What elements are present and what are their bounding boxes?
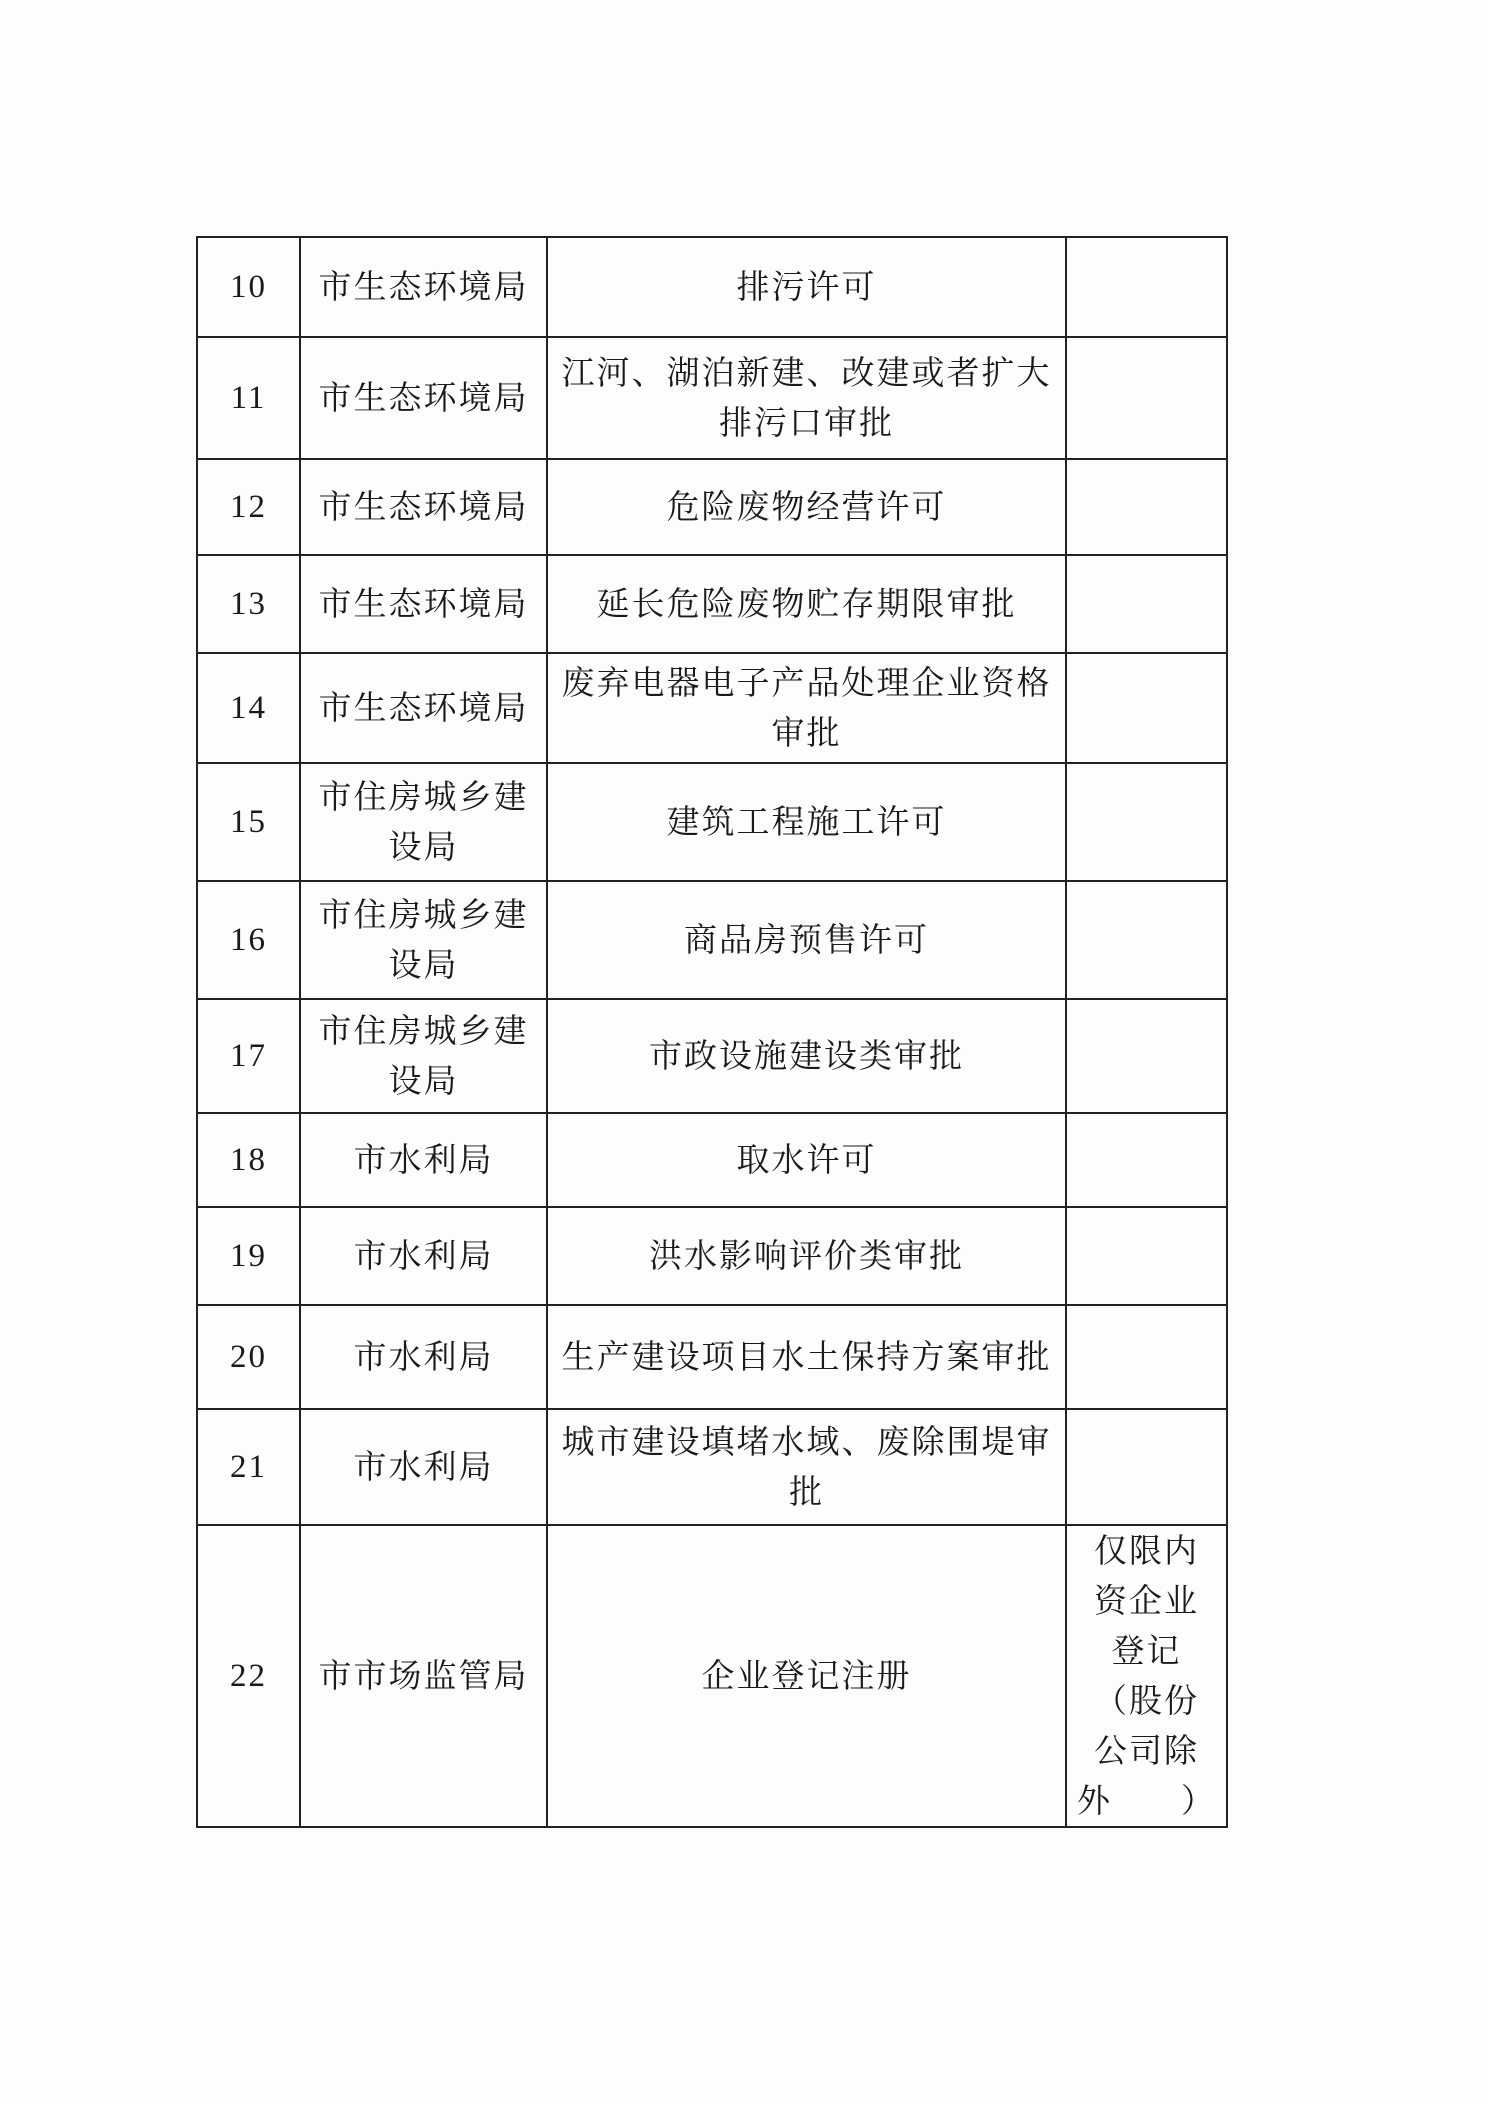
approval-item: 江河、湖泊新建、改建或者扩大排污口审批: [547, 337, 1066, 459]
remark: [1066, 999, 1227, 1113]
row-number: 17: [197, 999, 300, 1113]
table-row: [197, 1113, 1227, 1207]
table-row: [197, 1305, 1227, 1409]
department: 市水利局: [300, 1305, 547, 1409]
approval-item: 市政设施建设类审批: [547, 999, 1066, 1113]
department: 市水利局: [300, 1409, 547, 1525]
table-row: [197, 237, 1227, 337]
remark: 仅限内资企业登记（股份公司除外）: [1066, 1525, 1227, 1827]
approval-item: 企业登记注册: [547, 1525, 1066, 1827]
remark: [1066, 763, 1227, 881]
remark: [1066, 1305, 1227, 1409]
remark: [1066, 653, 1227, 763]
approval-item: 洪水影响评价类审批: [547, 1207, 1066, 1305]
department: 市生态环境局: [300, 237, 547, 337]
department: 市生态环境局: [300, 555, 547, 653]
row-number: 19: [197, 1207, 300, 1305]
remark: [1066, 1113, 1227, 1207]
approval-item: 取水许可: [547, 1113, 1066, 1207]
approval-item: 危险废物经营许可: [547, 459, 1066, 555]
approval-item: 城市建设填堵水域、废除围堤审批: [547, 1409, 1066, 1525]
row-number: 16: [197, 881, 300, 999]
table-row: [197, 653, 1227, 763]
remark: [1066, 1207, 1227, 1305]
department: 市生态环境局: [300, 337, 547, 459]
remark: [1066, 1409, 1227, 1525]
table-row: [197, 1207, 1227, 1305]
department: 市生态环境局: [300, 459, 547, 555]
row-number: 20: [197, 1305, 300, 1409]
table-row: [197, 763, 1227, 881]
row-number: 12: [197, 459, 300, 555]
table-row: [197, 1409, 1227, 1525]
table-row: [197, 459, 1227, 555]
row-number: 14: [197, 653, 300, 763]
table-row: [197, 999, 1227, 1113]
row-number: 11: [197, 337, 300, 459]
row-number: 13: [197, 555, 300, 653]
row-number: 22: [197, 1525, 300, 1827]
approval-item: 延长危险废物贮存期限审批: [547, 555, 1066, 653]
row-number: 15: [197, 763, 300, 881]
department: 市水利局: [300, 1207, 547, 1305]
row-number: 18: [197, 1113, 300, 1207]
approval-item: 排污许可: [547, 237, 1066, 337]
approval-items-table: [196, 236, 1228, 1828]
table-row: [197, 881, 1227, 999]
department: 市生态环境局: [300, 653, 547, 763]
remark: [1066, 337, 1227, 459]
approval-item: 建筑工程施工许可: [547, 763, 1066, 881]
department: 市住房城乡建设局: [300, 999, 547, 1113]
remark: [1066, 459, 1227, 555]
table-row: [197, 337, 1227, 459]
row-number: 10: [197, 237, 300, 337]
table-row: [197, 555, 1227, 653]
department: 市住房城乡建设局: [300, 881, 547, 999]
remark: [1066, 555, 1227, 653]
table-row: [197, 1525, 1227, 1827]
remark: [1066, 881, 1227, 999]
department: 市水利局: [300, 1113, 547, 1207]
department: 市市场监管局: [300, 1525, 547, 1827]
approval-item: 废弃电器电子产品处理企业资格审批: [547, 653, 1066, 763]
department: 市住房城乡建设局: [300, 763, 547, 881]
remark: [1066, 237, 1227, 337]
approval-item: 商品房预售许可: [547, 881, 1066, 999]
row-number: 21: [197, 1409, 300, 1525]
approval-item: 生产建设项目水土保持方案审批: [547, 1305, 1066, 1409]
